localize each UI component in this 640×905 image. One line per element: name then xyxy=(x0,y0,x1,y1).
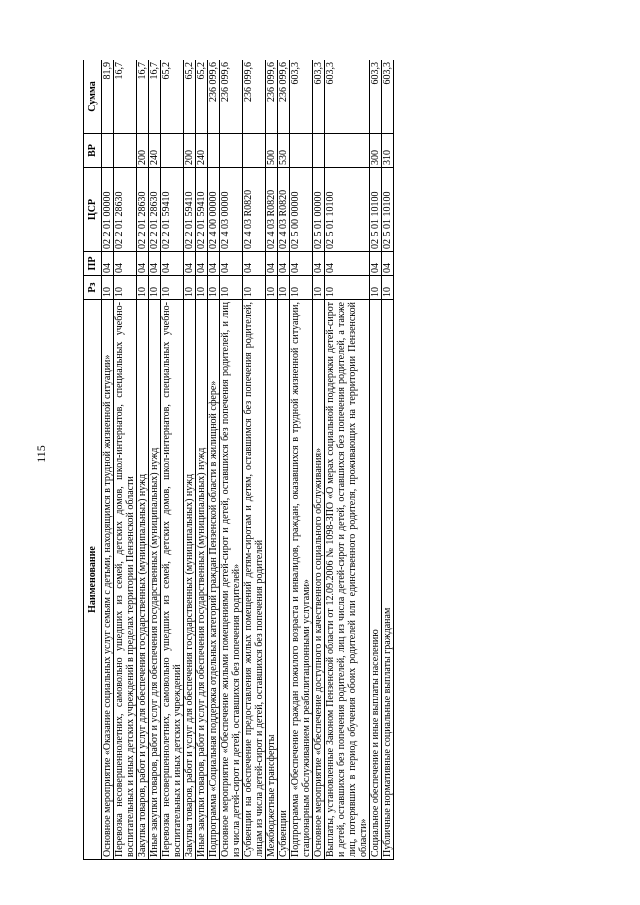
cell-rz: 10 xyxy=(137,276,149,300)
cell-csr: 02 4 00 00000 xyxy=(208,168,220,252)
cell-csr: 02 5 01 10100 xyxy=(325,168,370,252)
cell-vr xyxy=(313,134,325,168)
cell-pr: 04 xyxy=(266,252,278,276)
cell-rz: 10 xyxy=(266,276,278,300)
cell-rz: 10 xyxy=(313,276,325,300)
cell-sum: 81,9 xyxy=(102,60,114,134)
cell-pr: 04 xyxy=(278,252,290,276)
cell-vr xyxy=(114,134,137,168)
cell-vr: 240 xyxy=(149,134,161,168)
cell-vr xyxy=(102,134,114,168)
cell-sum: 603,3 xyxy=(370,60,382,134)
cell-pr: 04 xyxy=(220,252,243,276)
cell-rz: 10 xyxy=(196,276,208,300)
cell-sum: 236 099,6 xyxy=(208,60,220,134)
cell-vr: 240 xyxy=(196,134,208,168)
cell-vr xyxy=(325,134,370,168)
cell-rz: 10 xyxy=(208,276,220,300)
table-row xyxy=(325,60,370,860)
cell-csr: 02 4 03 00000 xyxy=(220,168,243,252)
cell-csr: 02 5 01 10100 xyxy=(370,168,382,252)
cell-csr: 02 5 01 00000 xyxy=(313,168,325,252)
table-row xyxy=(243,60,266,860)
cell-name: Иные закупки товаров, работ и услуг для обеспечения государственных (муниципальных) нужд xyxy=(149,300,161,860)
cell-vr: 200 xyxy=(184,134,196,168)
rotated-table-container xyxy=(83,60,558,860)
table-row xyxy=(313,60,325,860)
cell-sum: 16,7 xyxy=(137,60,149,134)
cell-csr: 02 4 03 R0820 xyxy=(243,168,266,252)
budget-table-area xyxy=(83,60,558,860)
cell-sum: 236 099,6 xyxy=(278,60,290,134)
cell-name: Межбюджетные трансферты xyxy=(266,300,278,860)
table-row xyxy=(137,60,149,860)
cell-pr: 04 xyxy=(114,252,137,276)
cell-name: Основное мероприятие «Обеспечение жилыми помещениями детей-сирот и детей, оставшихся без попечения родителей, и лиц из числа детей-сирот и детей, оставшихся без попечения родителей» xyxy=(220,300,243,860)
cell-csr: 02 2 01 28630 xyxy=(137,168,149,252)
cell-name: Публичные нормативные социальные выплаты гражданам xyxy=(382,300,394,860)
cell-pr: 04 xyxy=(290,252,313,276)
cell-sum: 603,3 xyxy=(290,60,313,134)
cell-name: Основное мероприятие «Оказание социальных услуг семьям с детьми, находящимся в трудной жизненной ситуации» xyxy=(102,300,114,860)
cell-vr xyxy=(220,134,243,168)
table-row xyxy=(114,60,137,860)
cell-pr: 04 xyxy=(196,252,208,276)
table-row xyxy=(196,60,208,860)
cell-pr: 04 xyxy=(161,252,184,276)
cell-rz: 10 xyxy=(382,276,394,300)
cell-name: Перевозка несовершеннолетних, самовольно ушедших из семей, детских домов, школ-интернатов, специальных учебно-воспитательных и иных детских учреждений в пределах территории Пензенской области xyxy=(114,300,137,860)
cell-csr: 02 2 01 59410 xyxy=(161,168,184,252)
cell-pr: 04 xyxy=(149,252,161,276)
cell-sum: 16,7 xyxy=(114,60,137,134)
table-row xyxy=(149,60,161,860)
cell-rz: 10 xyxy=(102,276,114,300)
cell-vr xyxy=(290,134,313,168)
header-sum: Сумма xyxy=(84,60,102,134)
header-rz: Рз xyxy=(84,276,102,300)
cell-pr: 04 xyxy=(382,252,394,276)
header-csr: ЦСР xyxy=(84,168,102,252)
table-row xyxy=(278,60,290,860)
cell-sum: 603,3 xyxy=(313,60,325,134)
table-row xyxy=(266,60,278,860)
cell-csr: 02 2 01 00000 xyxy=(102,168,114,252)
cell-rz: 10 xyxy=(184,276,196,300)
cell-rz: 10 xyxy=(278,276,290,300)
cell-csr: 02 2 01 28630 xyxy=(149,168,161,252)
cell-name: Подпрограмма «Социальная поддержка отдельных категорий граждан Пензенской области в жилищной сфере» xyxy=(208,300,220,860)
cell-name: Иные закупки товаров, работ и услуг для обеспечения государственных (муниципальных) нужд xyxy=(196,300,208,860)
cell-rz: 10 xyxy=(325,276,370,300)
cell-rz: 10 xyxy=(290,276,313,300)
cell-name: Социальное обеспечение и иные выплаты населению xyxy=(370,300,382,860)
table-row xyxy=(184,60,196,860)
cell-sum: 603,3 xyxy=(325,60,370,134)
cell-vr xyxy=(161,134,184,168)
cell-pr: 04 xyxy=(137,252,149,276)
cell-rz: 10 xyxy=(114,276,137,300)
cell-csr: 02 4 03 R0820 xyxy=(278,168,290,252)
cell-sum: 65,2 xyxy=(196,60,208,134)
cell-csr: 02 4 03 R0820 xyxy=(266,168,278,252)
table-row xyxy=(370,60,382,860)
cell-vr: 200 xyxy=(137,134,149,168)
cell-rz: 10 xyxy=(149,276,161,300)
cell-rz: 10 xyxy=(220,276,243,300)
cell-vr: 530 xyxy=(278,134,290,168)
cell-name: Субвенции на обеспечение предоставления жилых помещений детям-сиротам и детям, оставшимся без попечения родителей, лицам из числа детей-сирот и детей, оставшихся без попечения родителей xyxy=(243,300,266,860)
page-number: 115 xyxy=(33,445,48,463)
cell-rz: 10 xyxy=(243,276,266,300)
cell-sum: 236 099,6 xyxy=(220,60,243,134)
header-vr: ВР xyxy=(84,134,102,168)
table-row xyxy=(208,60,220,860)
cell-csr: 02 5 00 00000 xyxy=(290,168,313,252)
cell-pr: 04 xyxy=(184,252,196,276)
table-row xyxy=(161,60,184,860)
cell-sum: 236 099,6 xyxy=(266,60,278,134)
cell-sum: 603,3 xyxy=(382,60,394,134)
table-row xyxy=(382,60,394,860)
budget-table xyxy=(83,60,394,860)
header-pr: ПР xyxy=(84,252,102,276)
cell-name: Субвенции xyxy=(278,300,290,860)
cell-pr: 04 xyxy=(243,252,266,276)
cell-csr: 02 5 01 10100 xyxy=(382,168,394,252)
cell-rz: 10 xyxy=(161,276,184,300)
cell-name: Закупка товаров, работ и услуг для обеспечения государственных (муниципальных) нужд xyxy=(137,300,149,860)
cell-sum: 236 099,6 xyxy=(243,60,266,134)
cell-vr: 310 xyxy=(382,134,394,168)
cell-csr: 02 2 01 59410 xyxy=(196,168,208,252)
cell-sum: 65,2 xyxy=(161,60,184,134)
table-row xyxy=(102,60,114,860)
table-row xyxy=(220,60,243,860)
cell-sum: 65,2 xyxy=(184,60,196,134)
cell-csr: 02 2 01 59410 xyxy=(184,168,196,252)
cell-vr xyxy=(208,134,220,168)
cell-rz: 10 xyxy=(370,276,382,300)
header-name: Наименование xyxy=(84,300,102,860)
cell-csr: 02 2 01 28630 xyxy=(114,168,137,252)
cell-pr: 04 xyxy=(313,252,325,276)
cell-pr: 04 xyxy=(370,252,382,276)
cell-name: Выплаты, установленные Законом Пензенской области от 12.09.2006 № 1098-ЗПО «О мерах социальной поддержки детей-сирот и детей, оставшихся без попечения родителей, лиц из числа детей-сирот и детей, оставшихся без попечения родителей, а также лиц, потерявших в период обучения обоих родителей или единственного родителя, проживающих на территории Пензенской области» xyxy=(325,300,370,860)
cell-pr: 04 xyxy=(102,252,114,276)
cell-pr: 04 xyxy=(208,252,220,276)
cell-pr: 04 xyxy=(325,252,370,276)
table-row xyxy=(290,60,313,860)
cell-vr: 300 xyxy=(370,134,382,168)
cell-name: Закупка товаров, работ и услуг для обеспечения государственных (муниципальных) нужд xyxy=(184,300,196,860)
table-header-row xyxy=(84,60,102,860)
table-body xyxy=(102,60,394,860)
cell-vr xyxy=(243,134,266,168)
cell-sum: 16,7 xyxy=(149,60,161,134)
cell-vr: 500 xyxy=(266,134,278,168)
cell-name: Перевозка несовершеннолетних, самовольно ушедших из семей, детских домов, школ-интернатов, специальных учебно-воспитательных и иных детских учреждений xyxy=(161,300,184,860)
cell-name: Подпрограмма «Обеспечение граждан пожилого возраста и инвалидов, граждан, оказавшихся в трудной жизненной ситуации, стационарным обслуживанием и реабилитационными услугами» xyxy=(290,300,313,860)
cell-name: Основное мероприятие «Обеспечение доступного и качественного социального обслуживания» xyxy=(313,300,325,860)
